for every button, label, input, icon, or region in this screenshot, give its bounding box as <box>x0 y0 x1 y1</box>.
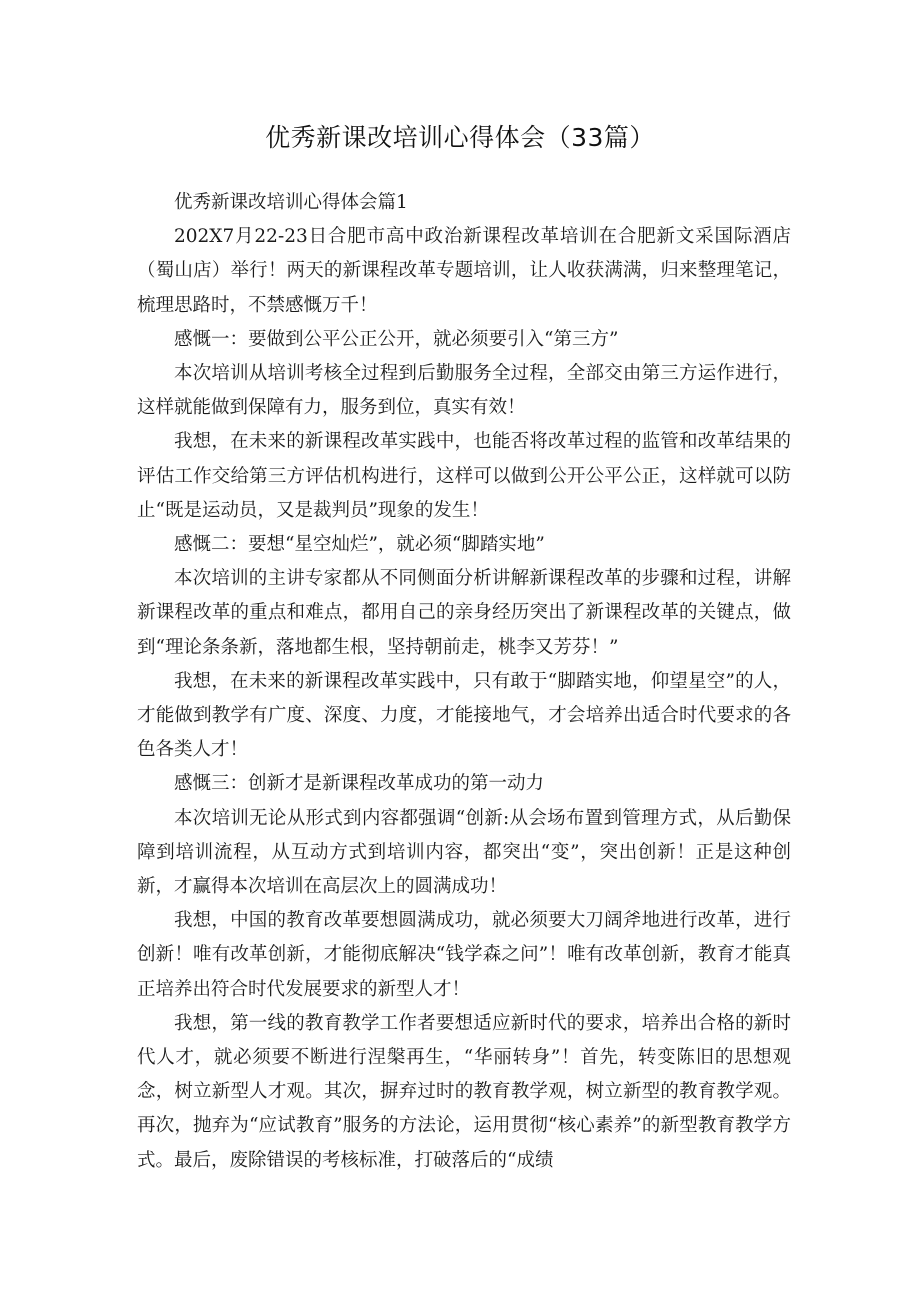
body-paragraph: 我想，中国的教育改革要想圆满成功，就必须要大刀阔斧地进行改革，进行创新！唯有改革创新，才能彻底解决“钱学森之问”！唯有改革创新，教育才能真正培养出符合时代发展要求的新型人才！ <box>137 910 791 1000</box>
document-title: 优秀新课改培训心得体会（33篇） <box>265 123 655 152</box>
body-paragraph: 我想，第一线的教育教学工作者要想适应新时代的要求，培养出合格的新时代人才，就必须要不断进行涅槃再生，“华丽转身”！首先，转变陈旧的思想观念，树立新型人才观。其次，摒弃过时的教育教学观，树立新型的教育教学观。再次，抛弃为“应试教育”服务的方法论，运用贯彻“核心素养”的新型教育教学方式。最后，废除错误的考核标准，打破落后的“成绩 <box>137 1012 791 1171</box>
body-paragraph: 我想，在未来的新课程改革实践中，也能否将改革过程的监管和改革结果的评估工作交给第三方评估机构进行，这样可以做到公开公平公正，这样就可以防止“既是运动员，又是裁判员”现象的发生！ <box>137 431 791 521</box>
section-heading: 优秀新课改培训心得体会篇1 <box>174 192 408 213</box>
subheading-paragraph: 感慨一：要做到公平公正公开，就必须要引入“第三方” <box>174 328 619 350</box>
body-paragraph: 本次培训从培训考核全过程到后勤服务全过程，全部交由第三方运作进行，这样就能做到保障有力，服务到位，真实有效！ <box>137 363 791 419</box>
body-paragraph: 202X7月22-23日合肥市高中政治新课程改革培训在合肥新文采国际酒店（蜀山店）举行！两天的新课程改革专题培训，让人收获满满，归来整理笔记，梳理思路时，不禁感慨万千！ <box>137 226 791 316</box>
body-paragraph: 本次培训的主讲专家都从不同侧面分析讲解新课程改革的步骤和过程，讲解新课程改革的重点和难点，都用自己的亲身经历突出了新课程改革的关键点，做到“理论条条新，落地都生根，坚持朝前走，桃李又芳芬！” <box>137 568 791 658</box>
body-paragraph: 本次培训无论从形式到内容都强调“创新:从会场布置到管理方式，从后勤保障到培训流程，从互动方式到培训内容，都突出“变”，突出创新！正是这种创新，才赢得本次培训在高层次上的圆满成功！ <box>137 807 791 898</box>
subheading-paragraph: 感慨三：创新才是新课程改革成功的第一动力 <box>174 773 545 795</box>
document-body <box>137 186 791 1178</box>
body-paragraph: 我想，在未来的新课程改革实践中，只有敢于“脚踏实地，仰望星空”的人，才能做到教学有广度、深度、力度，才能接地气，才会培养出适合时代要求的各色各类人才！ <box>137 670 791 761</box>
subheading-paragraph: 感慨二：要想“星空灿烂”，就必须“脚踏实地” <box>174 534 545 556</box>
